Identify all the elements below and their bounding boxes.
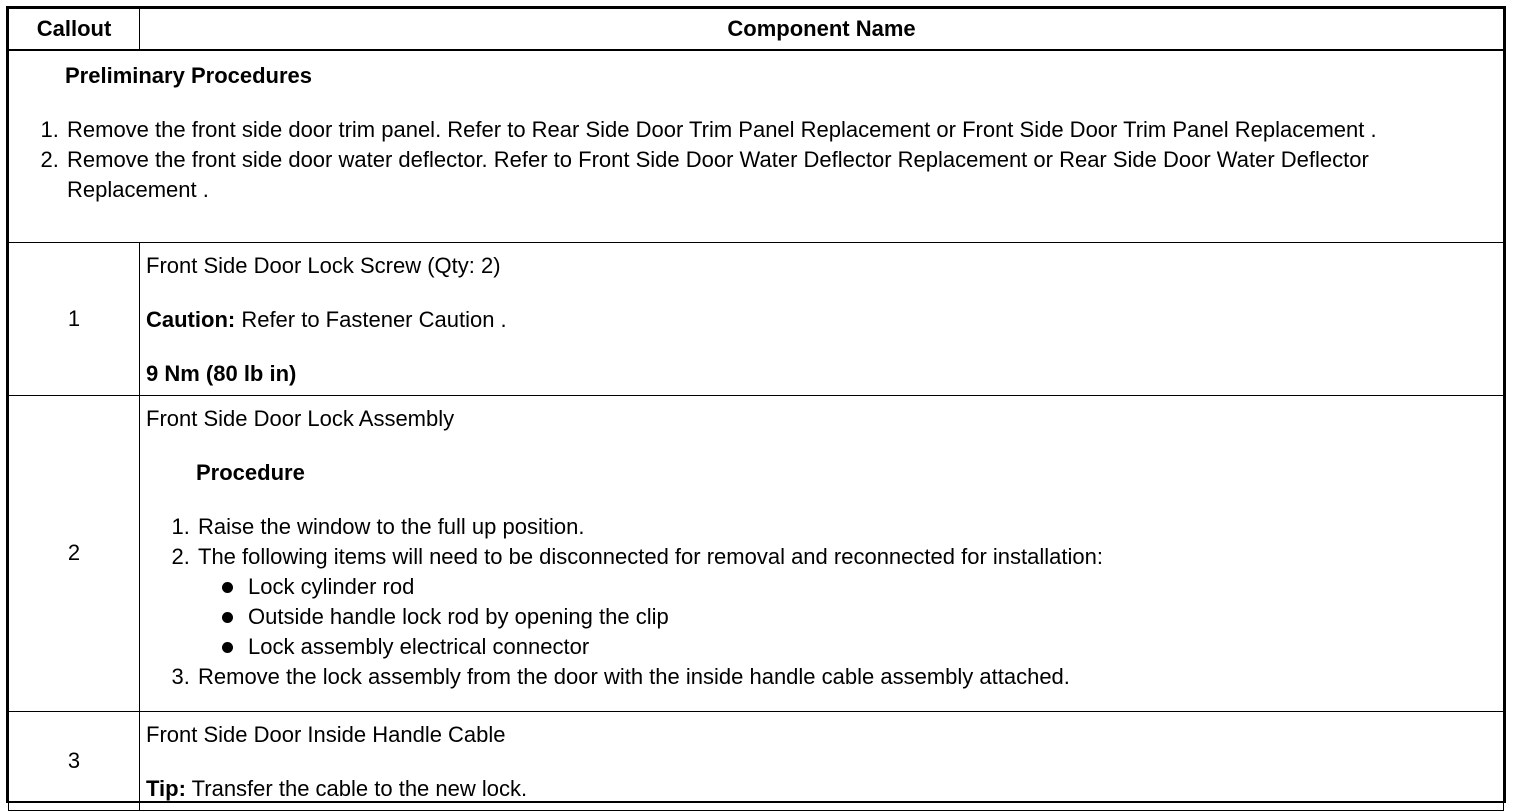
list-item: Lock assembly electrical connector xyxy=(222,632,1497,662)
callout-number: 2 xyxy=(9,395,140,711)
preliminary-step: 1. Remove the front side door trim panel. Refer to Rear Side Door Trim Panel Replacement or Front Side Door Trim Panel Replacement . xyxy=(65,115,1503,145)
disconnect-items-list xyxy=(198,572,1497,662)
table-row xyxy=(9,242,1504,395)
list-item: Lock cylinder rod xyxy=(222,572,1497,602)
component-name: Front Side Door Inside Handle Cable xyxy=(146,721,506,747)
callout-number: 1 xyxy=(9,242,140,395)
caution-text: Refer to Fastener Caution . xyxy=(235,306,507,332)
component-table xyxy=(8,8,1504,811)
table-row xyxy=(9,395,1504,711)
list-item: Outside handle lock rod by opening the clip xyxy=(222,602,1497,632)
component-table-sheet xyxy=(6,6,1506,803)
component-cell xyxy=(140,395,1504,711)
tip-text: Transfer the cable to the new lock. xyxy=(185,775,528,801)
component-name: Front Side Door Lock Assembly xyxy=(146,405,455,431)
caution-label: Caution: xyxy=(146,306,236,332)
procedure-step-text: The following items will need to be disconnected for removal and reconnected for installation: xyxy=(198,543,1103,569)
component-name: Front Side Door Lock Screw (Qty: 2) xyxy=(146,252,501,278)
table-row xyxy=(9,711,1504,810)
callout-column-header: Callout xyxy=(9,9,140,51)
procedure-step: 1. Raise the window to the full up position. xyxy=(196,512,1497,542)
component-name-column-header: Component Name xyxy=(140,9,1504,51)
callout-number: 3 xyxy=(9,711,140,810)
table-header-row xyxy=(9,9,1504,51)
preliminary-procedures-title: Preliminary Procedures xyxy=(65,63,313,88)
preliminary-steps-list xyxy=(9,115,1503,205)
procedure-steps-list xyxy=(146,512,1497,692)
component-cell xyxy=(140,711,1504,810)
preliminary-step: 2. Remove the front side door water deflector. Refer to Front Side Door Water Deflector Replacement or Rear Side Door Water Deflector Replacement . xyxy=(65,145,1503,205)
procedure-step xyxy=(196,542,1497,662)
preliminary-procedures-row xyxy=(9,50,1504,242)
component-cell xyxy=(140,242,1504,395)
procedure-step: 3. Remove the lock assembly from the door with the inside handle cable assembly attached. xyxy=(196,662,1497,692)
tip-label: Tip: xyxy=(146,775,186,801)
procedure-title: Procedure xyxy=(196,459,305,485)
tip-note xyxy=(146,774,1497,804)
caution-note xyxy=(146,305,1497,335)
preliminary-procedures-cell xyxy=(9,50,1504,242)
torque-spec: 9 Nm (80 lb in) xyxy=(146,360,297,386)
